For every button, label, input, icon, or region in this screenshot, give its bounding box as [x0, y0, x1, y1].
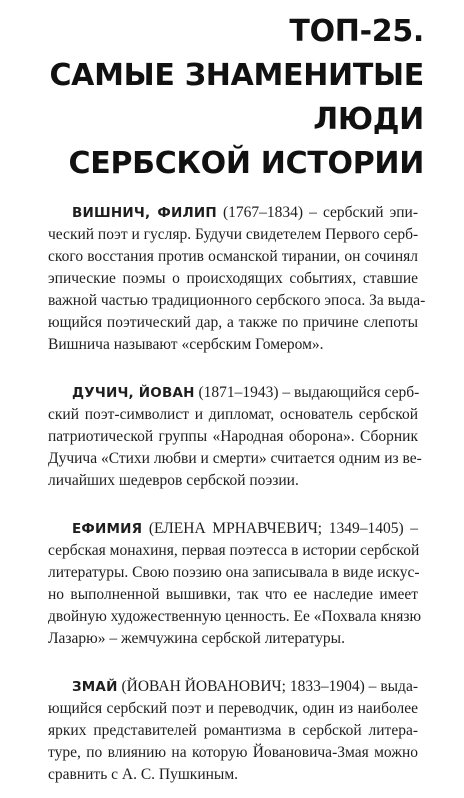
entry-name: ВИШНИЧ, ФИЛИП — [72, 205, 217, 221]
title-line: СЕРБСКОЙ ИСТОРИИ — [68, 146, 424, 181]
entry-line: ющийся поэтический дар, а также по причине слепоты — [48, 314, 418, 331]
entry-first-text: (ЕЛЕНА МРНАВЧЕВИЧ; 1349–1405) – — [142, 520, 418, 537]
entry-first-line — [48, 382, 418, 404]
entry-line: ярких представителей романтизма в сербской литера- — [48, 722, 418, 739]
entry-line: сравнить с А. С. Пушкиным. — [48, 766, 239, 783]
entry-line: сербская монахиня, первая поэтесса в истории сербской — [48, 542, 420, 559]
entry-line: ский поэт-символист и дипломат, основатель сербской — [48, 406, 418, 423]
entry-line: личайших шедевров сербской поэзии. — [48, 472, 299, 489]
entry-line: Лазарю» – жемчужина сербской литературы. — [48, 630, 345, 647]
title-line: ТОП-25. — [289, 14, 424, 49]
entry-line: Вишнича называют «сербским Гомером». — [48, 336, 324, 353]
entry-line: ющийся сербский поэт и переводчик, один из наиболее — [48, 700, 418, 717]
entry-first-line — [48, 676, 418, 698]
entry-name: ДУЧИЧ, ЙОВАН — [72, 385, 195, 401]
title-line: ЛЮДИ — [313, 102, 424, 137]
page-title — [40, 10, 424, 186]
entry-line: Дучича «Стихи любви и смерти» считается одним из ве- — [48, 450, 422, 467]
entry-name: ЕФИМИЯ — [72, 521, 143, 537]
title-line: САМЫЕ ЗНАМЕНИТЫЕ — [49, 58, 424, 93]
entry-line: эпические поэмы о происходящих событиях, ставшие — [48, 270, 418, 287]
entry-vishnich — [48, 202, 426, 356]
entry-line: патриотической группы «Народная оборона». Сборник — [48, 428, 418, 445]
entry-first-text: (1871–1943) – выдающийся серб- — [194, 384, 420, 401]
entry-first-text: (ЙОВАН ЙОВАНОВИЧ; 1833–1904) – выда- — [117, 678, 418, 695]
entry-first-line — [48, 518, 418, 540]
entry-name: ЗМАЙ — [72, 679, 118, 695]
entry-line: литературы. Свою поэзию она записывала в виде искус- — [48, 564, 420, 581]
entry-first-line — [48, 202, 418, 224]
entry-line: двойную художественную ценность. Ее «Похвала князю — [48, 608, 422, 625]
entry-line: ского восстания против османской тирании, он сочинял — [48, 248, 418, 265]
entry-duchich — [48, 382, 422, 492]
entry-zmai — [48, 676, 418, 786]
entry-line: ческий поэт и гусляр. Будучи свидетелем Первого серб- — [48, 226, 419, 243]
entries-list — [48, 202, 426, 786]
entry-line: важной частью традиционного сербского эпоса. За выда- — [48, 292, 426, 309]
entry-efimiya — [48, 518, 422, 650]
entry-line: но выполненной вышивки, так что ее наследие имеет — [48, 586, 418, 603]
entry-line: туре, по влиянию на которую Йовановича-Змая можно — [48, 744, 418, 761]
entry-first-text: (1767–1834) – сербский эпи- — [216, 204, 419, 221]
